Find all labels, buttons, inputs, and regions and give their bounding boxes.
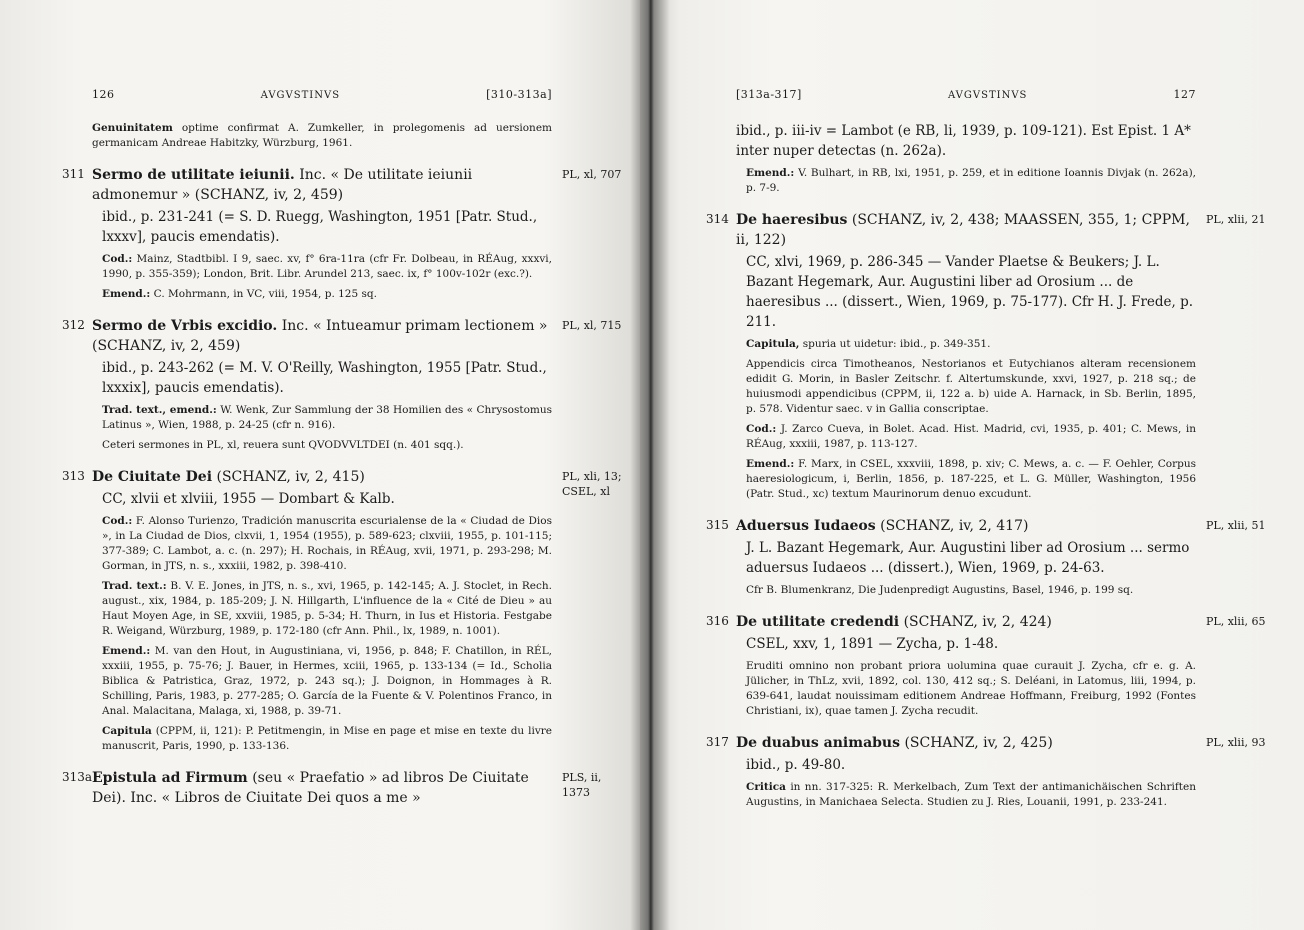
entry-317 (706, 733, 1266, 810)
entry-ref: PL, xl, 707 (562, 168, 622, 181)
note-text: Appendicis circa Timotheanos, Nestorianos et Eutychianos alteram recensionem edidit G. Morin, in Basler Zeitschr. f. Altertumskunde, xxvi, 1927, p. 218 sq.; de huiusmodi appendicibus (CPPM, ii, 122 a. b) uide A. Harnack, in Sb. Berlin, 1895, p. 578. Videntur saec. v in Gallia conscriptae. (746, 358, 1196, 415)
note-text: Mainz, Stadtbibl. I 9, saec. xv, f° 6ra-11ra (cfr Fr. Dolbeau, in RÉAug, xxxvi, 1990, p. 355-359); London, Brit. Libr. Arundel 213, saec. ix, f° 100v-102r (exc.?). (102, 253, 552, 280)
left-page (0, 0, 640, 930)
note-label: Critica (746, 781, 786, 793)
entry-heading (92, 768, 552, 808)
entry-number: 313a (62, 770, 93, 784)
entry-ref: PL, xli, 13; CSEL, xl (562, 470, 622, 498)
note-label: Emend.: (746, 458, 795, 470)
entry-heading (736, 210, 1196, 250)
note-label: Cod.: (102, 515, 133, 527)
entry-note (746, 583, 1196, 598)
note-label: Emend.: (746, 167, 795, 179)
entry-note (746, 422, 1196, 452)
entry-edition: J. L. Bazant Hegemark, Aur. Augustini liber ad Orosium ... sermo aduersus Iudaeos ... (dissert.), Wien, 1969, p. 24-63. (746, 540, 1190, 576)
entry-note (746, 457, 1196, 502)
entry-heading (92, 316, 552, 356)
note-text: in nn. 317-325: R. Merkelbach, Zum Text der antimanichäischen Schriften Augustins, in Manichaea Selecta. Studien zu J. Ries, Louanii, 1991, p. 233-241. (746, 781, 1196, 808)
entry-number: 316 (706, 614, 729, 628)
note-text: F. Alonso Turienzo, Tradición manuscrita escurialense de la « Ciudad de Dios », in La Ciudad de Dios, clxvii, 1, 1954 (1955), p. 589-623; clxviii, 1955, p. 101-115; 377-389; C. Lambot, a. c. (n. 297); H. Rochais, in RÉAug, xvii, 1971, p. 293-298; M. Gorman, in JTS, n. s., xxxiii, 1982, p. 398-410. (102, 515, 552, 572)
entry-note (102, 514, 552, 574)
entry-316 (706, 612, 1266, 719)
note-label: Trad. text., emend.: (102, 404, 217, 416)
note-text: Cfr B. Blumenkranz, Die Judenpredigt Augustins, Basel, 1946, p. 199 sq. (746, 584, 1134, 596)
entry-313 (62, 467, 622, 754)
entry-title: De duabus animabus (736, 735, 900, 751)
entry-heading (736, 516, 1196, 536)
entry-edition: ibid., p. iii-iv = Lambot (e RB, li, 1939, p. 109-121). Est Epist. 1 A* inter nuper detectas (n. 262a). (736, 123, 1191, 159)
note-label: Capitula, (746, 338, 800, 350)
entry-heading (92, 165, 552, 205)
entry-head-rest: (SCHANZ, iv, 2, 425) (904, 735, 1053, 751)
left-page-number: 126 (92, 88, 115, 101)
right-page-number: 127 (1173, 88, 1196, 101)
entry-note (102, 644, 552, 719)
entry-ref: PLS, ii, 1373 (562, 771, 602, 799)
entry-note (102, 287, 552, 302)
entry-title: Epistula ad Firmum (92, 770, 248, 786)
left-entry-range: [310-313a] (486, 88, 552, 101)
note-text: F. Marx, in CSEL, xxxviii, 1898, p. xiv; C. Mews, a. c. — F. Oehler, Corpus haeresiologicum, i, Berlin, 1856, p. 187-225, et L. G. Müller, Washington, 1956 (Patr. Stud., xc) textum Maurinorum denuo excudunt. (746, 458, 1197, 500)
entry-313a-continued (736, 121, 1196, 196)
entry-edition: CC, xlvi, 1969, p. 286-345 — Vander Plaetse & Beukers; J. L. Bazant Hegemark, Aur. Augustini liber ad Orosium ... de haeresibus ... (dissert., Wien, 1969, p. 75-177). Cfr H. J. Frede, p. 211. (746, 254, 1194, 330)
entry-315 (706, 516, 1266, 598)
entry-number: 312 (62, 318, 85, 332)
entry-313a (62, 768, 602, 808)
entry-note (102, 403, 552, 433)
entry-ref: PL, xlii, 51 (1206, 519, 1266, 532)
entry-title: Sermo de utilitate ieiunii. (92, 167, 295, 183)
note-text: J. Zarco Cueva, in Bolet. Acad. Hist. Madrid, cvi, 1935, p. 401; C. Mews, in RÉAug, xxxiii, 1987, p. 113-127. (746, 423, 1196, 450)
note-text: Ceteri sermones in PL, xl, reuera sunt QVODVVLTDEI (n. 401 sqq.). (102, 439, 464, 451)
entry-note (102, 724, 552, 754)
entry-edition: CSEL, xxv, 1, 1891 — Zycha, p. 1-48. (746, 636, 999, 652)
entry-head-rest: (SCHANZ, iv, 2, 415) (216, 469, 365, 485)
entry-note (102, 579, 552, 639)
lead-text: optime confirmat A. Zumkeller, in prolegomenis ad uersionem germanicam Andreae Habitzky, Würzburg, 1961. (92, 122, 552, 149)
entry-edition: CC, xlvii et xlviii, 1955 — Dombart & Kalb. (102, 491, 395, 507)
entry-note (746, 166, 1196, 196)
note-label: Trad. text.: (102, 580, 167, 592)
entry-number: 317 (706, 735, 729, 749)
entry-note (746, 337, 1196, 352)
note-text: V. Bulhart, in RB, lxi, 1951, p. 259, et in editione Ioannis Divjak (n. 262a), p. 7-9. (746, 167, 1196, 194)
entry-note (746, 659, 1196, 719)
entry-number: 313 (62, 469, 85, 483)
right-running-title: AVGVSTINVS (947, 90, 1028, 101)
entry-heading (92, 467, 552, 487)
entry-number: 314 (706, 212, 729, 226)
entry-ref: PL, xlii, 93 (1206, 736, 1266, 749)
entry-head-rest: Inc. « Intueamur primam lectionem » (SCHANZ, iv, 2, 459) (92, 318, 548, 354)
note-label: Emend.: (102, 645, 151, 657)
entry-number: 315 (706, 518, 729, 532)
right-entry-range: [313a-317] (736, 88, 802, 101)
entry-note (746, 780, 1196, 810)
entry-312 (62, 316, 622, 453)
entry-title: Sermo de Vrbis excidio. (92, 318, 278, 334)
entry-head-rest: Inc. « De utilitate ieiunii admonemur » (SCHANZ, iv, 2, 459) (92, 167, 473, 203)
note-text: C. Mohrmann, in VC, viii, 1954, p. 125 sq. (153, 288, 377, 300)
entry-note (102, 252, 552, 282)
lead-label: Genuinitatem (92, 122, 173, 134)
left-lead-paragraph (92, 121, 552, 151)
entry-ref: PL, xl, 715 (562, 319, 622, 332)
entry-heading (736, 612, 1196, 632)
entry-title: De haeresibus (736, 212, 848, 228)
entry-edition: ibid., p. 243-262 (= M. V. O'Reilly, Washington, 1955 [Patr. Stud., lxxxix], paucis emendatis). (102, 360, 547, 396)
note-label: Emend.: (102, 288, 151, 300)
note-text: M. van den Hout, in Augustiniana, vi, 1956, p. 848; F. Chatillon, in RÉL, xxxiii, 1955, p. 75-76; J. Bauer, in Hermes, xciii, 1965, p. 133-134 (= Id., Scholia Biblica & Patristica, Graz, 1972, p. 243 sq.); J. Doignon, in Hommages à R. Schilling, Paris, 1983, p. 277-285; O. García de la Fuente & V. Polentinos Franco, in Anal. Malacitana, Malaga, xi, 1988, p. 39-71. (102, 645, 553, 717)
entry-title: De Ciuitate Dei (92, 469, 213, 485)
entry-edition: ibid., p. 231-241 (= S. D. Ruegg, Washington, 1951 [Patr. Stud., lxxxv], paucis emendatis). (102, 209, 538, 245)
entry-ref: PL, xlii, 21 (1206, 213, 1266, 226)
entry-head-rest: (SCHANZ, iv, 2, 417) (880, 518, 1029, 534)
note-label: Cod.: (746, 423, 777, 435)
left-running-head (92, 88, 552, 101)
note-text: spuria ut uidetur: ibid., p. 349-351. (802, 338, 991, 350)
note-label: Cod.: (102, 253, 133, 265)
entry-heading (736, 733, 1196, 753)
note-text: B. V. E. Jones, in JTS, n. s., xvi, 1965, p. 142-145; A. J. Stoclet, in Rech. august., xix, 1984, p. 185-209; J. N. Hillgarth, L'influence de la « Cité de Dieu » au Haut Moyen Age, in SE, xxviii, 1985, p. 5-34; H. Thurn, in Ius et Historia. Festgabe R. Weigand, Würzburg, 1989, p. 172-180 (cfr Ann. Phil., lx, 1989, n. 1001). (102, 580, 552, 637)
entry-ref: PL, xlii, 65 (1206, 615, 1266, 628)
entry-number: 311 (62, 167, 85, 181)
entry-head-rest: (SCHANZ, iv, 2, 424) (903, 614, 1052, 630)
entry-title: De utilitate credendi (736, 614, 900, 630)
note-text: W. Wenk, Zur Sammlung der 38 Homilien des « Chrysostomus Latinus », Wien, 1988, p. 24-25 (cfr n. 916). (102, 404, 552, 431)
entry-311 (62, 165, 622, 302)
note-text: (CPPM, ii, 121): P. Petitmengin, in Mise en page et mise en texte du livre manuscrit, Paris, 1990, p. 133-136. (102, 725, 552, 752)
right-page (640, 0, 1304, 930)
entry-note (102, 438, 552, 453)
entry-edition: ibid., p. 49-80. (746, 757, 846, 773)
entry-314 (706, 210, 1266, 502)
entry-head-rest: (seu « Praefatio » ad libros De Ciuitate Dei). Inc. « Libros de Ciuitate Dei quos a me » (92, 770, 529, 806)
entry-head-rest: (SCHANZ, iv, 2, 438; MAASSEN, 355, 1; CPPM, ii, 122) (736, 212, 1190, 248)
note-label: Capitula (102, 725, 152, 737)
left-running-title: AVGVSTINVS (260, 90, 341, 101)
right-running-head (736, 88, 1196, 101)
note-text: Eruditi omnino non probant priora uolumina quae curauit J. Zycha, cfr e. g. A. Jülicher, in ThLz, xvii, 1892, col. 130, 412 sq.; S. Deléani, in Latomus, liii, 1994, p. 639-641, laudat nouissimam editionem Andreae Hoffmann, Freiburg, 1992 (Fontes Christiani, ix), quae tamen J. Zycha recudit. (746, 660, 1196, 717)
entry-title: Aduersus Iudaeos (736, 518, 876, 534)
entry-note (746, 357, 1196, 417)
